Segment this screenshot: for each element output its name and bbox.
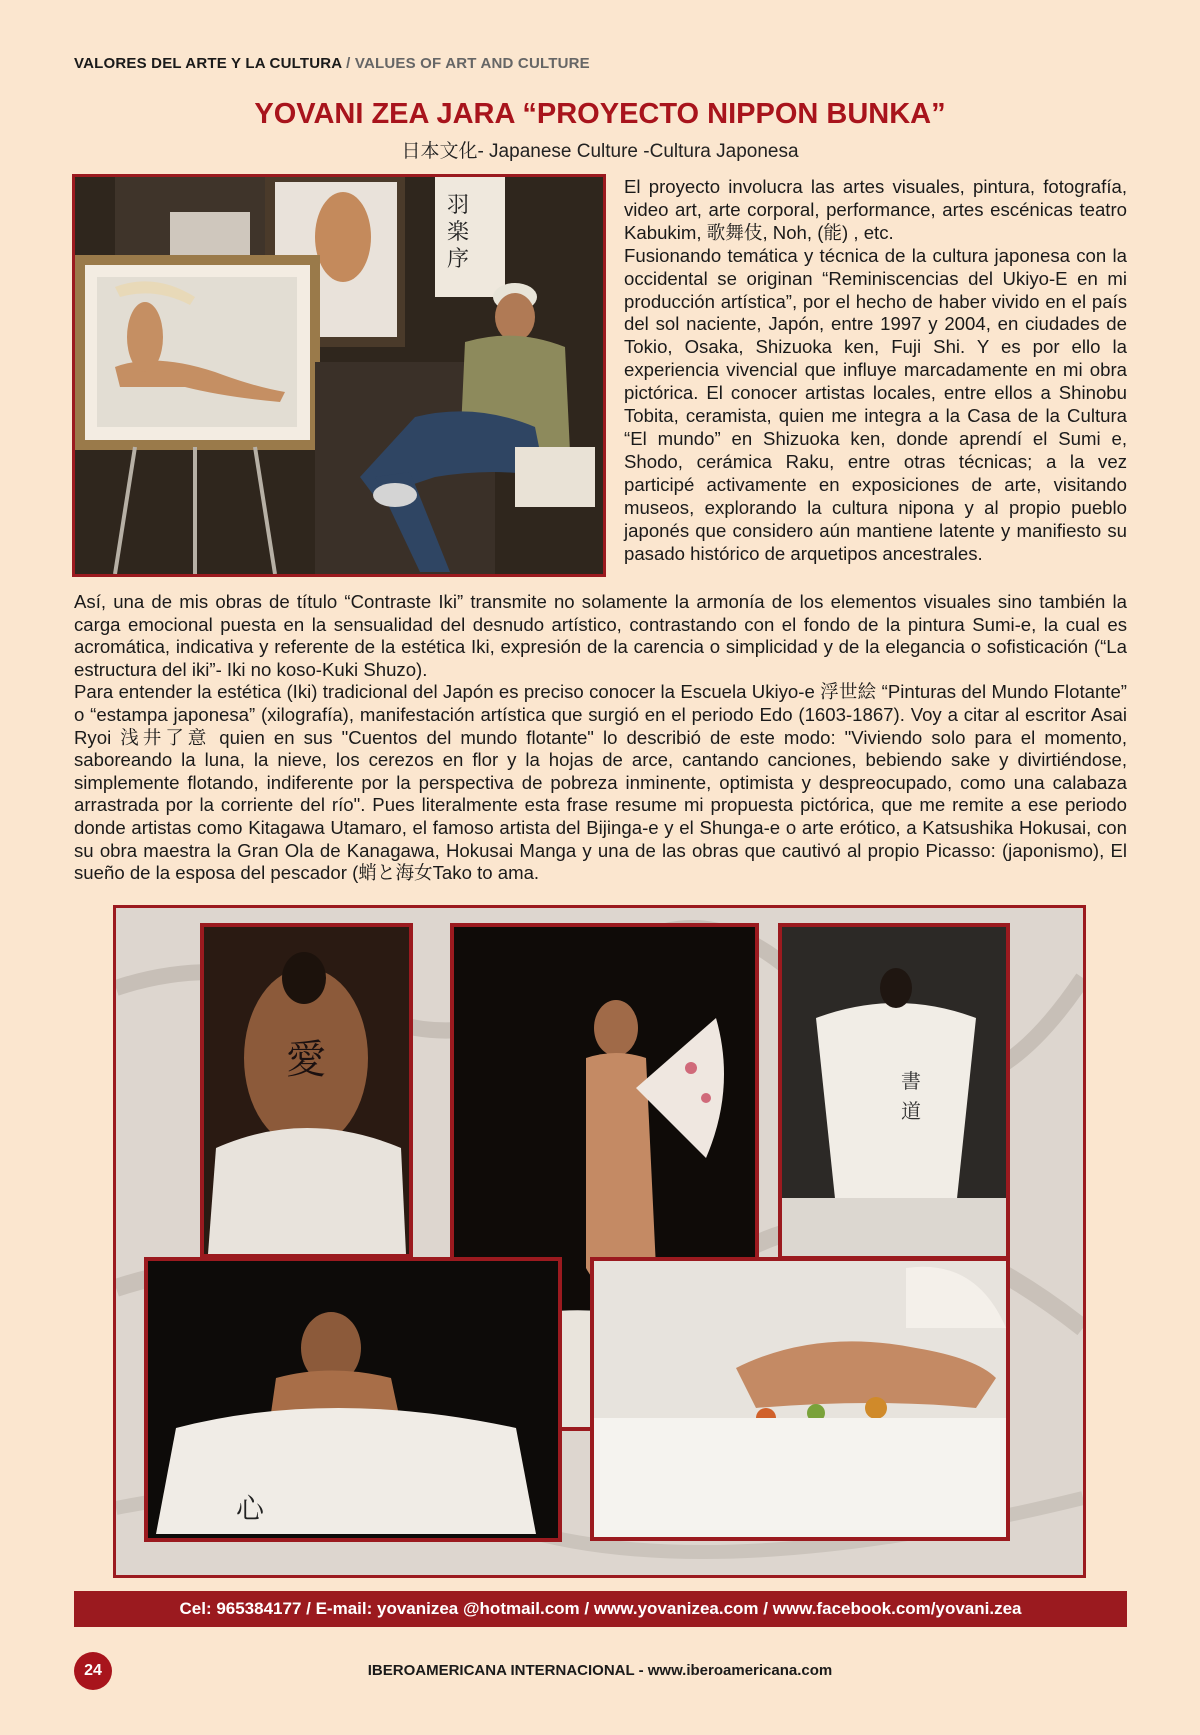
body-paragraph: Para entender la estética (Iki) tradicional del Japón es preciso conocer la Escuela Ukiyo-e 浮世絵 “Pinturas del Mundo Flotante” o “estampa japonesa” (xilografía), manifestación artística que surgió en el periodo Edo (1603-1867). Voy a citar al escritor Asai Ryoi 浅井了意 quien en sus "Cuentos del mundo flotante" lo describió de este modo: "Viviendo solo para el momento, saboreando la luna, la nieve, los cerezos en flor y la hojas de arce, cantando canciones, bebiendo sake y divirtiéndose, simplemente flotando, indiferente por la perspectiva de pobreza inminente, optimista y despreocupado, como una calabaza arrastrada por la corriente del río". Pues literalmente esta frase resume mi propuesta pictórica, que me remite a ese periodo donde artistas como Kitagawa Utamaro, el famoso artista del Bijinga-e y el Shunga-e o arte erótico, a Katsushika Hokusai, con su obra maestra la Gran Ola de Kanagawa, Hokusai Manga y una de las obras que cautivó al propio Picasso: (japonismo), El sueño de la esposa del pescador (蛸と海女Tako to ama.	[74, 681, 1127, 884]
svg-text:書: 書	[901, 1069, 921, 1093]
body-text	[74, 591, 1127, 885]
svg-text:序: 序	[447, 247, 470, 272]
body-paragraph: Así, una de mis obras de título “Contraste Iki” transmite no solamente la armonía de los elementos visuales sino también la carga emocional puesta en la sensualidad del desnudo artístico, contrastando con el fondo de la pintura Sumi-e, la cual es acromática, indicativa y referente de la estética Iki, expresión de la carencia o simplicidad y de la elegancia o sofisticación (“La estructura del iki”- Iki no koso-Kuki Shuzo).	[74, 591, 1127, 680]
intro-text	[624, 176, 1127, 565]
svg-text:心: 心	[236, 1492, 265, 1525]
article-subtitle: 日本文化- Japanese Culture -Cultura Japonesa	[401, 141, 799, 162]
publication-footer: IBEROAMERICANA INTERNACIONAL - www.iberoamericana.com	[367, 1662, 833, 1679]
contact-bar: Cel: 965384177 / E-mail: yovanizea @hotmail.com / www.yovanizea.com / www.facebook.com/yovani.zea	[74, 1591, 1127, 1627]
artist-studio-photo	[72, 174, 606, 577]
section-label-en: VALUES OF ART AND CULTURE	[354, 55, 590, 72]
svg-text:愛: 愛	[286, 1037, 326, 1083]
svg-text:羽: 羽	[447, 193, 470, 218]
collage-photo-back	[200, 923, 413, 1258]
svg-text:道: 道	[901, 1099, 921, 1123]
intro-paragraph: El proyecto involucra las artes visuales, pintura, fotografía, video art, arte corporal, performance, artes escénicas teatro Kabukim, 歌舞伎, Noh, (能) , etc.	[624, 176, 1127, 243]
section-label-es: VALORES DEL ARTE Y LA CULTURA	[74, 55, 342, 72]
collage-photo-shoulders	[144, 1257, 562, 1542]
article-title: YOVANI ZEA JARA “PROYECTO NIPPON BUNKA”	[254, 98, 946, 130]
collage-photo-umbrella	[590, 1257, 1010, 1541]
artwork-collage	[113, 905, 1086, 1578]
page-number: 24	[74, 1652, 112, 1690]
section-separator: /	[341, 55, 355, 72]
section-header	[74, 55, 590, 72]
collage-photo-kimono	[778, 923, 1010, 1260]
svg-text:楽: 楽	[447, 220, 470, 245]
intro-paragraph: Fusionando temática y técnica de la cultura japonesa con la occidental se originan “Reminiscencias del Ukiyo-E en mi producción artística”, por el hecho de haber vivido en el país del sol naciente, Japón, entre 1997 y 2004, en ciudades de Tokio, Osaka, Shizuoka ken, Fuji Shi. Y es por ello la experiencia vivencial que influye marcadamente en mi obra pictórica. El conocer artistas locales, entre ellos a Shinobu Tobita, ceramista, quien me integra a la Casa de la Cultura “El mundo” en Shizuoka ken, donde aprendí el Sumi e, Shodo, cerámica Raku, entre otras técnicas; a la vez participé activamente en exposiciones de arte, visitando museos, explorando la cultura nipona y al propio pueblo japonés que considero aún mantiene latente y manifiesto su pasado histórico de arquetipos ancestrales.	[624, 244, 1127, 564]
